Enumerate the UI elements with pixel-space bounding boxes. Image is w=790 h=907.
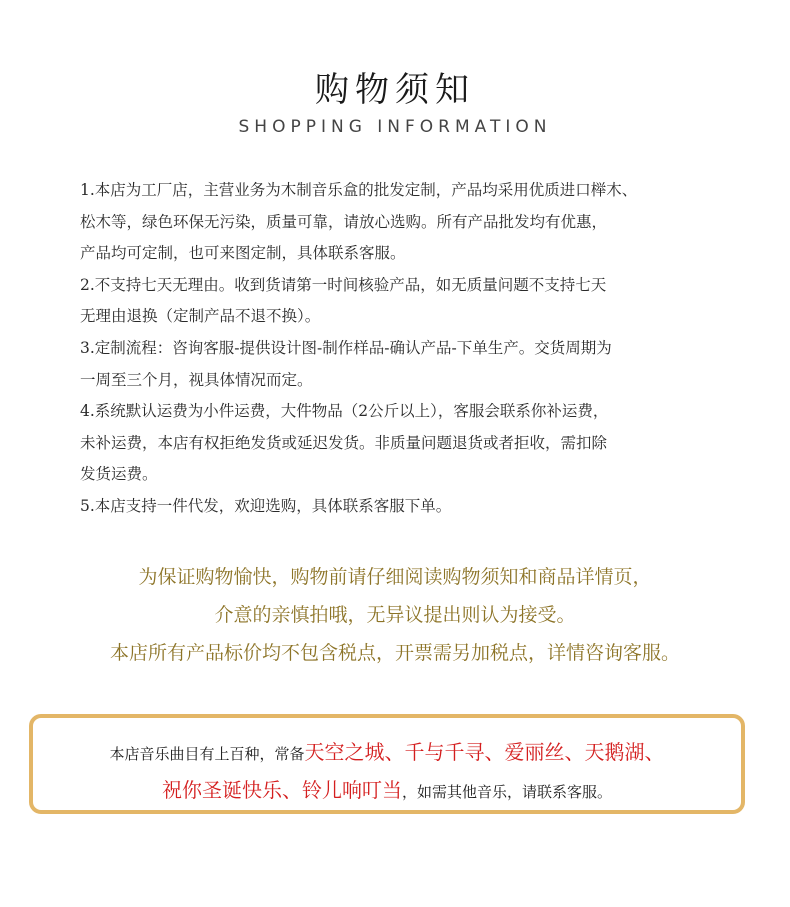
rule-line: 5.本店支持一件代发，欢迎选购，具体联系客服下单。: [80, 496, 452, 515]
notice-block: [0, 558, 790, 672]
music-list-highlight: 天空之城、千与千寻、爱丽丝、天鹅湖、: [304, 740, 665, 764]
page-subtitle: SHOPPING INFORMATION: [238, 117, 552, 137]
notice-line: 介意的亲慎拍哦，无异议提出则认为接受。: [214, 604, 576, 626]
rule-line: 2.不支持七天无理由。收到货请第一时间核验产品，如无质量问题不支持七天: [80, 275, 607, 294]
rule-line: 产品均可定制，也可来图定制，具体联系客服。: [80, 244, 406, 263]
rule-line: 未补运费，本店有权拒绝发货或延迟发货。非质量问题退货或者拒收，需扣除: [80, 433, 608, 452]
notice-line: 本店所有产品标价均不包含税点，开票需另加税点，详情咨询客服。: [109, 642, 680, 664]
rule-line: 发货运费。: [80, 465, 158, 484]
rule-line: 松木等，绿色环保无污染，质量可靠，请放心选购。所有产品批发均有优惠，: [80, 212, 608, 231]
rule-line: 无理由退换（定制产品不退不换）。: [80, 307, 321, 326]
music-list-box: [29, 714, 745, 814]
music-list-highlight: 祝你圣诞快乐、铃儿响叮当: [161, 778, 402, 802]
rule-line: 4.系统默认运费为小件运费，大件物品（2公斤以上），客服会联系你补运费，: [80, 402, 609, 421]
page-title: 购物须知: [315, 70, 475, 110]
music-list-line-2: [33, 774, 741, 803]
rules-list: [80, 175, 740, 523]
rule-line: 3.定制流程：咨询客服-提供设计图-制作样品-确认产品-下单生产。交货周期为: [80, 338, 612, 357]
notice-line: 为保证购物愉快，购物前请仔细阅读购物须知和商品详情页，: [138, 566, 652, 588]
rule-line: 1.本店为工厂店，主营业务为木制音乐盒的批发定制，产品均采用优质进口榉木、: [80, 181, 638, 199]
music-list-prefix: 本店音乐曲目有上百种，常备: [109, 745, 305, 763]
music-list-line-1: [33, 736, 741, 765]
music-list-suffix: ，如需其他音乐，请联系客服。: [401, 783, 612, 801]
rule-line: 一周至三个月，视具体情况而定。: [80, 370, 313, 389]
